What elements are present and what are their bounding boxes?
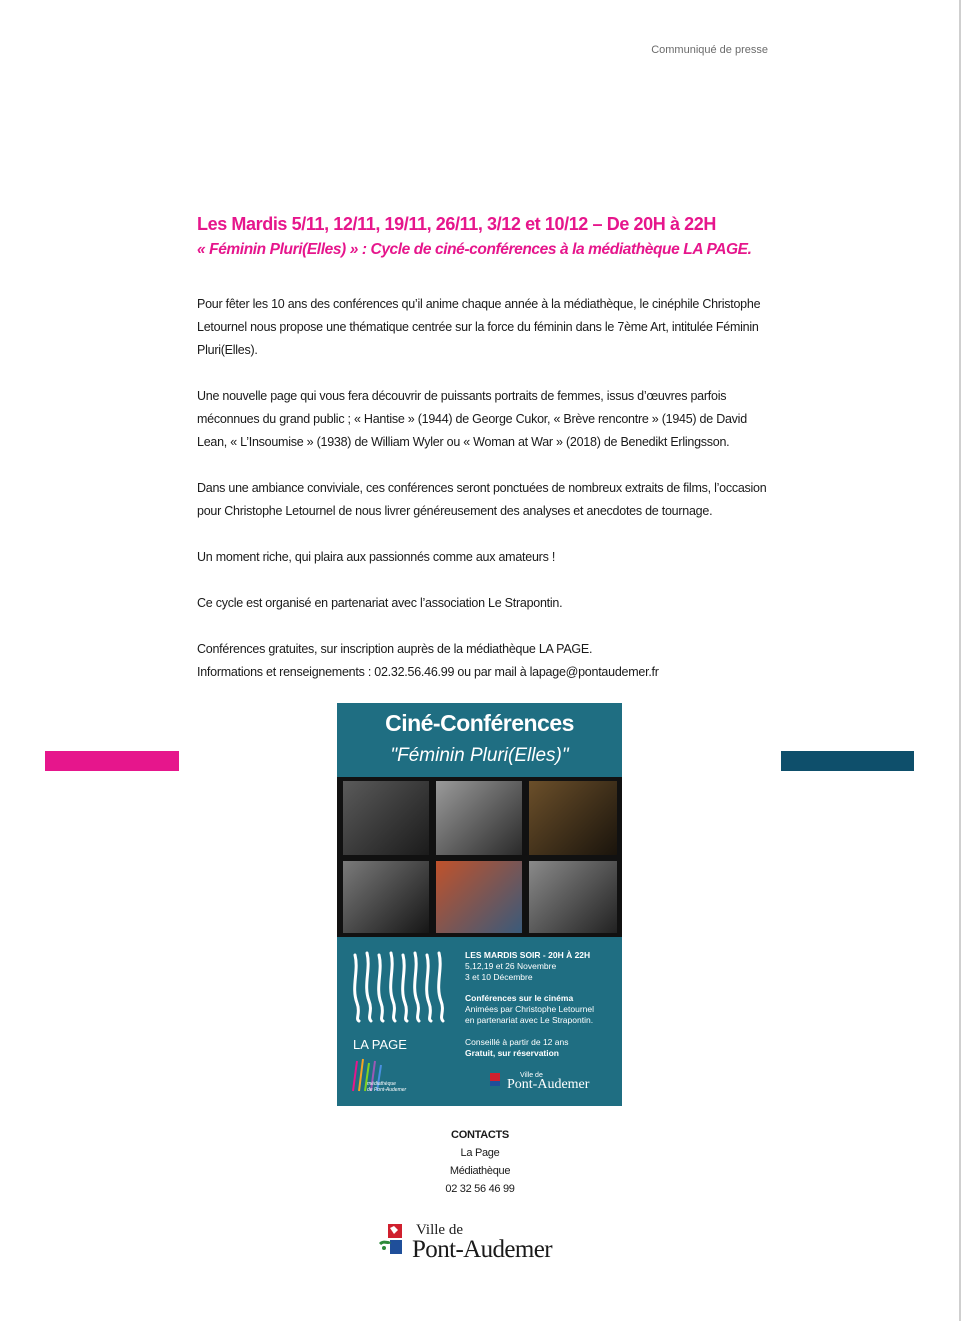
logo-pont-audemer-text: Pont-Audemer: [412, 1236, 552, 1263]
poster-schedule: [465, 950, 590, 983]
contacts-block: [380, 1126, 580, 1198]
press-body: [197, 293, 767, 684]
press-release-label: Communiqué de presse: [651, 44, 768, 56]
event-dates-headline: Les Mardis 5/11, 12/11, 19/11, 26/11, 3/12 et 10/12 – De 20H à 22H: [197, 214, 716, 234]
pont-audemer-crest-icon: [378, 1222, 412, 1260]
poster-topic-line: en partenariat avec Le Strapontin.: [465, 1015, 594, 1025]
poster-subtitle: "Féminin Pluri(Elles)": [390, 745, 569, 766]
contacts-phone: 02 32 56 46 99: [445, 1183, 515, 1195]
stripe: [415, 953, 419, 1021]
contacts-line: La Page: [460, 1147, 500, 1159]
poster-topic-title: Conférences sur le cinéma: [465, 993, 574, 1003]
contacts-line: Médiathèque: [449, 1165, 511, 1177]
film-still-image: [436, 781, 522, 855]
stripe: [355, 955, 359, 1021]
paragraph: Pour fêter les 10 ans des conférences qu’il anime chaque année à la médiathèque, le cinéphile Christophe Letournel nous propose une thématique centrée sur la force du féminin dans le 7ème Art, intitulée Féminin Pluri(Elles).: [197, 297, 761, 357]
poster-topic-line: Animées par Christophe Letournel: [465, 1004, 594, 1014]
poster-audience: [465, 1037, 568, 1059]
poster-topic: [465, 993, 594, 1026]
paragraph: Ce cycle est organisé en partenariat avec l’association Le Strapontin.: [197, 596, 563, 610]
stripe: [379, 955, 383, 1021]
poster-when-title: LES MARDIS SOIR - 20H À 22H: [465, 950, 591, 960]
paragraph: Un moment riche, qui plaira aux passionnés comme aux amateurs !: [197, 550, 556, 564]
event-subheadline: « Féminin Pluri(Elles) » : Cycle de ciné-conférences à la médiathèque LA PAGE.: [197, 241, 752, 258]
main-content: [197, 212, 767, 684]
poster-title: Ciné-Conférences: [385, 710, 574, 736]
pink-accent-bar: [45, 751, 179, 771]
logo-ville-text: Ville de: [416, 1222, 463, 1238]
poster-dates: 3 et 10 Décembre: [465, 972, 533, 982]
paragraph: Dans une ambiance conviviale, ces conférences seront ponctuées de nombreux extraits de films, l’occasion pour Christophe Letournel de nous livrer généreusement des analyses et anecdotes de tournage.: [197, 481, 767, 518]
poster-dates: 5,12,19 et 26 Novembre: [465, 961, 557, 971]
ville-crest-icon: [488, 1072, 504, 1088]
zebra-stripes-graphic: [349, 951, 449, 1023]
poster-ville-logo: [507, 1072, 589, 1093]
poster-age: Conseillé à partir de 12 ans: [465, 1037, 569, 1047]
poster-ville-line: Ville de: [520, 1072, 543, 1079]
lapage-logo-text: LA PAGE: [353, 1037, 407, 1052]
pont-audemer-logo: [378, 1218, 588, 1268]
lapage-caption-line: médiathèque: [367, 1081, 396, 1087]
contacts-heading: CONTACTS: [451, 1129, 509, 1141]
stripe: [403, 955, 407, 1021]
paragraph: Une nouvelle page qui vous fera découvrir de puissants portraits de femmes, issus d’œuvres parfois méconnues du grand public ; « Hantise » (1944) de George Cukor, « Brève rencontre » (1945) de David Lean, « L’Insoumise » (1938) de William Wyler ou « Woman at War » (2018) de Benedikt Erlingsson.: [197, 389, 747, 449]
contact-info-line: Informations et renseignements : 02.32.56.46.99 ou par mail à lapage@pontaudemer.fr: [197, 665, 659, 679]
event-poster: [337, 703, 622, 1106]
film-still-image: [436, 861, 522, 933]
stripe: [427, 955, 431, 1021]
poster-ville-line: Pont-Audemer: [507, 1077, 590, 1092]
film-still-image: [343, 781, 429, 855]
poster-price: Gratuit, sur réservation: [465, 1048, 560, 1058]
lapage-caption: [367, 1081, 406, 1093]
film-still-image: [343, 861, 429, 933]
stripe: [439, 953, 443, 1021]
film-stills-collage: [337, 777, 622, 937]
lapage-caption-line: de Pont-Audemer: [367, 1087, 407, 1093]
stripe: [391, 953, 395, 1021]
stripe: [367, 953, 371, 1021]
closing-line: Conférences gratuites, sur inscription auprès de la médiathèque LA PAGE.: [197, 642, 593, 656]
film-still-image: [529, 861, 617, 933]
blue-accent-bar: [781, 751, 914, 771]
film-still-image: [529, 781, 617, 855]
